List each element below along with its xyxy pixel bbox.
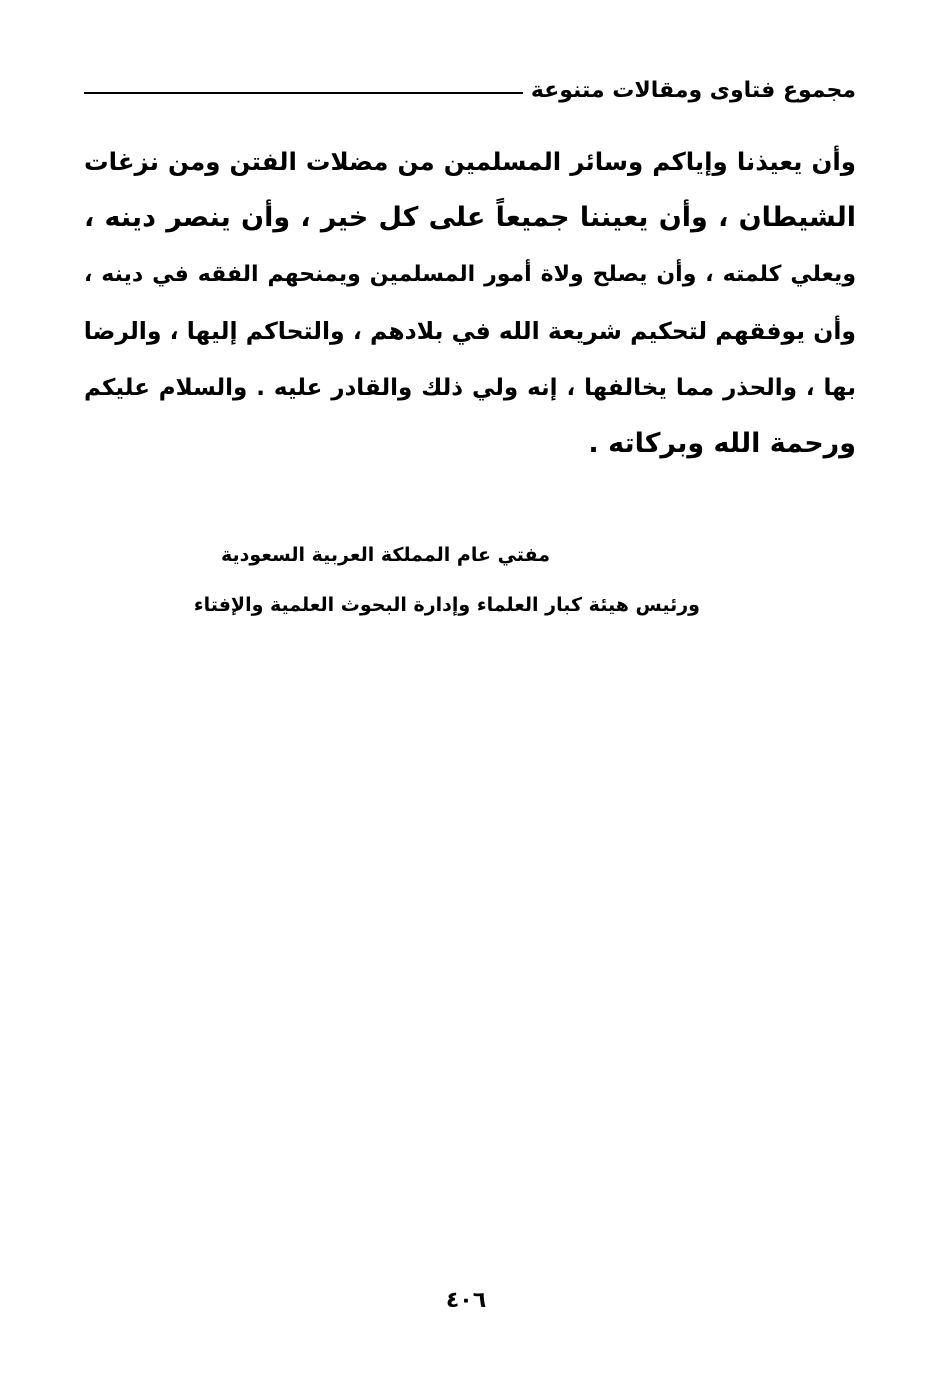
body-line: ورحمة الله وبركاته . <box>588 427 856 459</box>
body-line: وأن يوفقهم لتحكيم شريعة الله في بلادهم ، والتحاكم إليها ، والرضا <box>83 317 856 346</box>
header-title: مجموع فتاوى ومقالات متنوعة <box>530 77 856 103</box>
signature-title: مفتي عام المملكة العربية السعودية <box>221 544 550 566</box>
body-line: ويعلي كلمته ، وأن يصلح ولاة أمور المسلمين ويمنحهم الفقه في دينه ، <box>84 261 856 287</box>
body-line: بها ، والحذر مما يخالفها ، إنه ولي ذلك والقادر عليه . والسلام عليكم <box>84 374 856 401</box>
header-rule <box>84 92 523 94</box>
body-paragraph <box>84 134 856 472</box>
body-line: وأن يعيذنا وإياكم وسائر المسلمين من مضلات الفتن ومن نزغات <box>84 147 856 176</box>
page-number: ٤٠٦ <box>445 1288 487 1313</box>
signature-block <box>100 530 700 630</box>
running-header <box>84 70 856 110</box>
body-line: الشيطان ، وأن يعيننا جميعاً على كل خير ، وأن ينصر دينه ، <box>84 202 856 234</box>
signature-affiliation: ورئيس هيئة كبار العلماء وإدارة البحوث العلمية والإفتاء <box>193 594 700 616</box>
